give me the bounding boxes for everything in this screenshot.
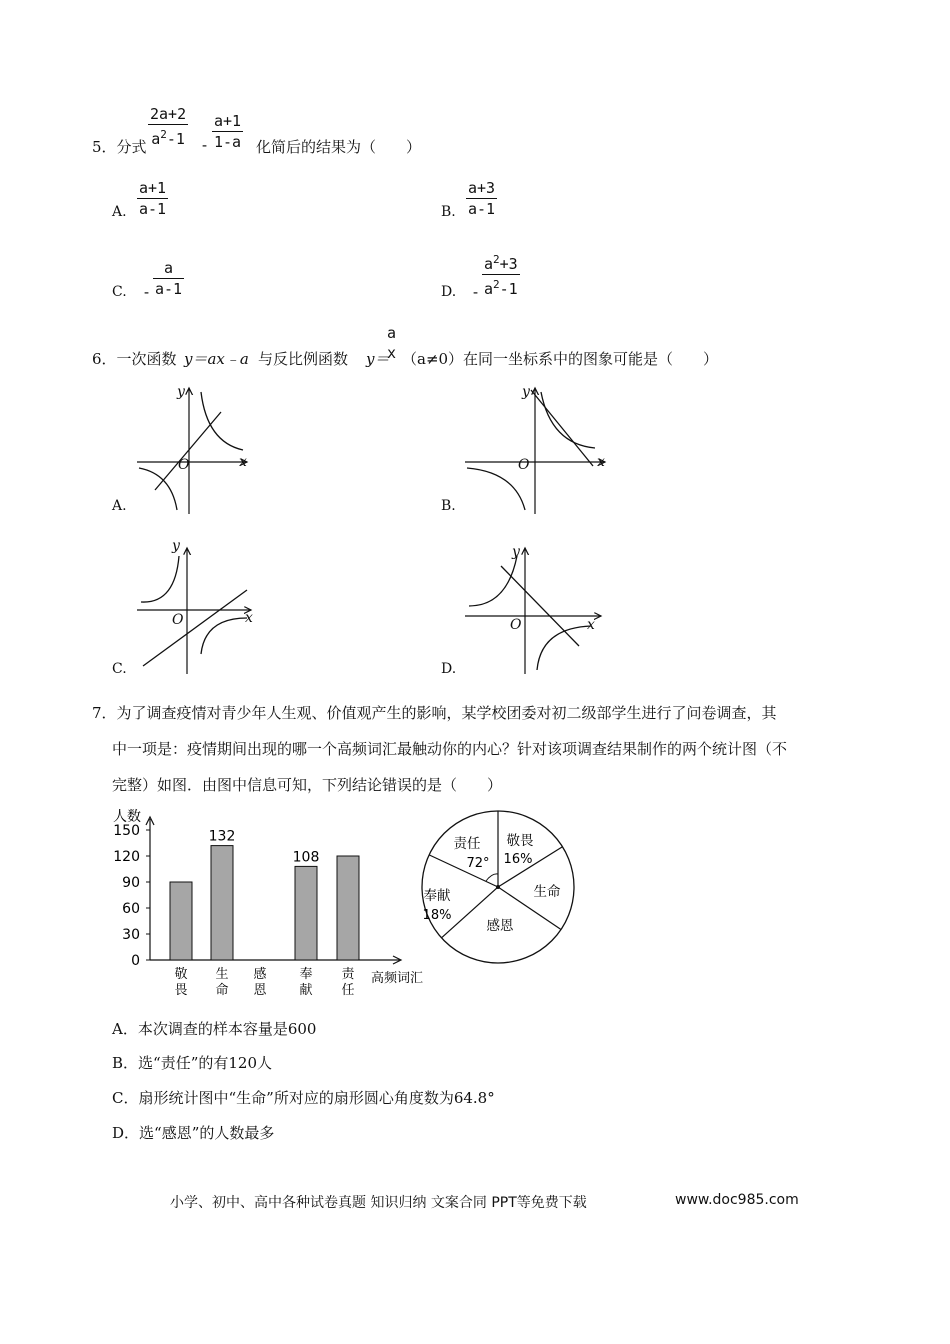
q5-option-a-label[interactable]: A. <box>112 204 127 220</box>
q6-inverse-left: y＝ <box>366 350 390 368</box>
q6-graph-b-origin: O <box>518 457 530 473</box>
q6-option-b-label[interactable]: B. <box>441 498 456 514</box>
bar-4 <box>337 856 359 960</box>
q6-graph-d-x-label: x <box>587 617 595 633</box>
q7-option-b[interactable]: B．选“责任”的有120人 <box>112 1054 272 1072</box>
pie-slice-note: 16% <box>503 852 533 867</box>
bar-category-label: 生 <box>215 967 229 982</box>
q6-graph-c <box>135 542 260 677</box>
q7-line-2: 中一项是：疫情期间出现的哪一个高频词汇最触动你的内心？针对该项调查结果制作的两个统计图（不 <box>112 740 788 758</box>
bar-category-label: 感 <box>253 967 267 982</box>
pie-slice-label: 生命 <box>533 884 561 900</box>
bar-category-label: 畏 <box>174 983 188 998</box>
q5-minus: - <box>200 136 210 154</box>
bar-x-axis-label: 高频词汇 <box>371 971 424 986</box>
q5-option-d-sign: - <box>471 283 481 301</box>
q6-graph-d-origin: O <box>510 617 522 633</box>
q6-graph-b-y-label: y <box>522 384 530 400</box>
q6-stem-suffix: （a≠0）在同一坐标系中的图象可能是（ ） <box>402 350 719 368</box>
q7-bar-chart <box>105 805 430 1000</box>
bar-y-tick-label: 120 <box>113 849 140 865</box>
q7-pie-chart <box>415 807 575 967</box>
bar-0 <box>170 882 192 960</box>
bar-category-label: 恩 <box>253 983 267 998</box>
q5-option-c-fraction: $\frac{a}{a-1}$ <box>155 259 183 298</box>
q6-graph-a-x-label: x <box>239 454 247 470</box>
q6-stem-prefix: 6．一次函数 <box>92 350 177 368</box>
q6-graph-b <box>463 382 613 517</box>
q6-graph-d <box>463 542 613 677</box>
q6-graph-c-x-label: x <box>245 610 253 626</box>
q5-option-c-label[interactable]: C. <box>112 284 127 300</box>
q5-option-c-sign: - <box>142 283 152 301</box>
q6-graph-a <box>135 382 255 517</box>
q6-graph-a-y-label: y <box>177 384 185 400</box>
q6-graph-a-origin: O <box>178 457 190 473</box>
bar-3 <box>295 866 317 960</box>
q7-line-3: 完整）如图．由图中信息可知，下列结论错误的是（ ） <box>112 776 503 794</box>
bar-category-label: 命 <box>215 983 229 998</box>
pie-slice-label: 敬畏 <box>506 833 534 849</box>
bar-category-label: 敬 <box>174 967 188 982</box>
q5-fraction-2: $\frac{a+1}{1-a}$ <box>214 112 242 151</box>
pie-slice-note: 72° <box>466 856 490 871</box>
q5-fraction-1: $\frac{2a+2}{a^2-1}$ <box>150 105 187 148</box>
bar-data-label: 132 <box>208 828 236 845</box>
bar-y-tick-label: 90 <box>122 875 140 891</box>
pie-slice-note: 18% <box>422 908 452 923</box>
q5-stem-suffix: 化简后的结果为（ ） <box>256 138 422 156</box>
q5-option-b-label[interactable]: B. <box>441 204 456 220</box>
q7-option-a[interactable]: A．本次调查的样本容量是600 <box>112 1020 317 1038</box>
q6-inverse-fraction: a x <box>387 324 397 362</box>
bar-category-label: 奉 <box>299 967 313 982</box>
q5-option-d-label[interactable]: D. <box>441 284 457 300</box>
q5-option-a-fraction: $\frac{a+1}{a-1}$ <box>139 179 167 218</box>
bar-data-label: 108 <box>292 849 320 866</box>
q7-option-d[interactable]: D．选“感恩”的人数最多 <box>112 1124 275 1142</box>
q5-option-b-fraction: $\frac{a+3}{a-1}$ <box>468 179 496 218</box>
q5-stem-prefix: 5．分式 <box>92 138 147 156</box>
q6-graph-b-x-label: x <box>597 454 605 470</box>
bar-category-label: 献 <box>299 983 313 998</box>
pie-slice-label: 感恩 <box>486 918 514 934</box>
bar-category-label: 任 <box>341 983 355 998</box>
bar-category-label: 责 <box>341 967 355 982</box>
bar-y-tick-label: 60 <box>122 901 140 917</box>
q6-option-d-label[interactable]: D. <box>441 661 457 677</box>
q6-middle-text: 与反比例函数 <box>258 350 349 368</box>
q5-option-d-fraction: $\frac{a^2+3}{a^2-1}$ <box>482 250 520 299</box>
bar-1 <box>211 846 233 960</box>
footer-url[interactable]: www.doc985.com <box>675 1192 799 1208</box>
bar-y-axis-label: 人数 <box>113 809 141 825</box>
q6-graph-c-origin: O <box>172 612 184 628</box>
bar-y-tick-label: 0 <box>131 953 140 969</box>
q7-line-1: 7．为了调查疫情对青少年人生观、价值观产生的影响，某学校团委对初二级部学生进行了问卷调查，其 <box>92 704 777 722</box>
q7-option-c[interactable]: C．扇形统计图中“生命”所对应的扇形圆心角度数为64.8° <box>112 1089 495 1107</box>
q6-graph-c-y-label: y <box>172 538 180 554</box>
q6-option-c-label[interactable]: C. <box>112 661 127 677</box>
q6-graph-d-y-label: y <box>512 544 520 560</box>
bar-y-tick-label: 30 <box>122 927 140 943</box>
footer-text: 小学、初中、高中各种试卷真题 知识归纳 文案合同 PPT等免费下载 <box>170 1195 587 1211</box>
q6-linear-function: y＝ax﹣a <box>184 350 249 368</box>
bar-y-tick-label: 150 <box>113 823 140 839</box>
pie-slice-label: 奉献 <box>423 888 451 904</box>
q6-option-a-label[interactable]: A. <box>112 498 127 514</box>
pie-center <box>496 885 500 889</box>
pie-slice-label: 责任 <box>453 836 481 852</box>
